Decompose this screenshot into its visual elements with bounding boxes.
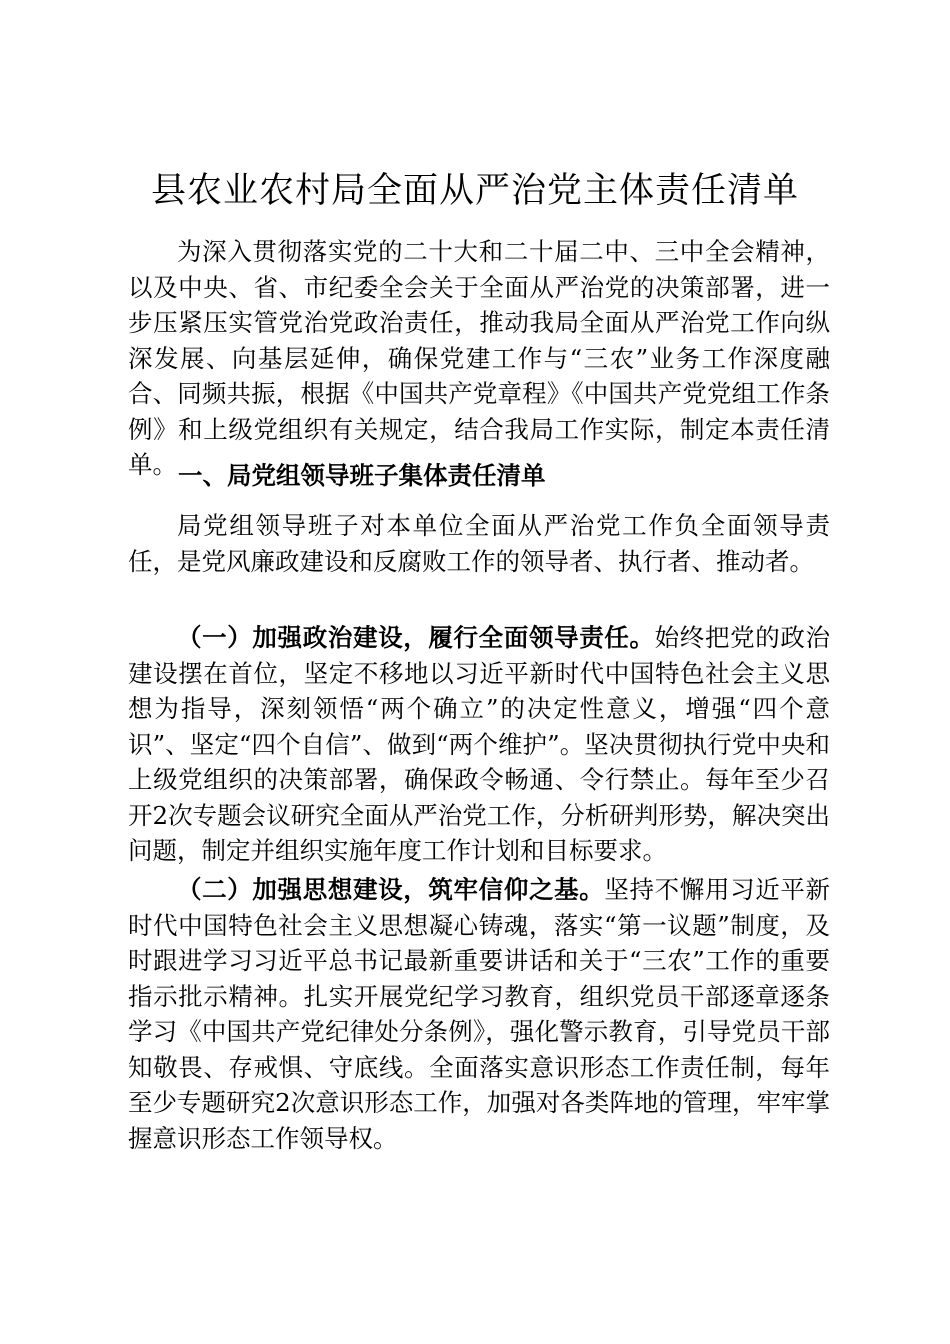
intro-paragraph: 为深入贯彻落实党的二十大和二十届二中、三中全会精神，以及中央、省、市纪委全会关于全面从严治党的决策部署，进一步压紧压实管党治党政治责任，推动我局全面从严治党工作向纵深发展、向基层延伸，确保党建工作与“三农”业务工作深度融合、同频共振，根据《中国共产党章程》《中国共产党党组工作条例》和上级党组织有关规定，结合我局工作实际，制定本责任清单。	[128, 237, 830, 479]
item-lead-2: （二）加强思想建设，筑牢信仰之基。	[177, 875, 605, 904]
document-title: 县农业农村局全面从严治党主体责任清单	[150, 171, 799, 211]
section-body-paragraph: 局党组领导班子对本单位全面从严治党工作负全面领导责任，是党风廉政建设和反腐败工作的领导者、执行者、推动者。	[128, 511, 830, 576]
item-text-1: 始终把党的政治建设摆在首位，坚定不移地以习近平新时代中国特色社会主义思想为指导，深刻领悟“两个确立”的决定性意义，增强“四个意识”、坚定“四个自信”、做到“两个维护”。坚决贯彻执行党中央和上级党组织的决策部署，确保政令畅通、令行禁止。每年至少召开2次专题会议研究全面从严治党工作，分析研判形势，解决突出问题，制定并组织实施年度工作计划和目标要求。	[128, 623, 831, 865]
item-lead-1: （一）加强政治建设，履行全面领导责任。	[177, 623, 655, 652]
item-paragraph-1	[128, 620, 830, 869]
item-text-2: 坚持不懈用习近平新时代中国特色社会主义思想凝心铸魂，落实“第一议题”制度，及时跟进学习习近平总书记最新重要讲话和关于“三农”工作的重要指示批示精神。扎实开展党纪学习教育，组织党员干部逐章逐条学习《中国共产党纪律处分条例》，强化警示教育，引导党员干部知敬畏、存戒惧、守底线。全面落实意识形态工作责任制，每年至少专题研究2次意识形态工作，加强对各类阵地的管理，牢牢掌握意识形态工作领导权。	[128, 875, 831, 1153]
section-heading: 一、局党组领导班子集体责任清单	[178, 461, 546, 490]
item-paragraph-2	[128, 872, 830, 1156]
